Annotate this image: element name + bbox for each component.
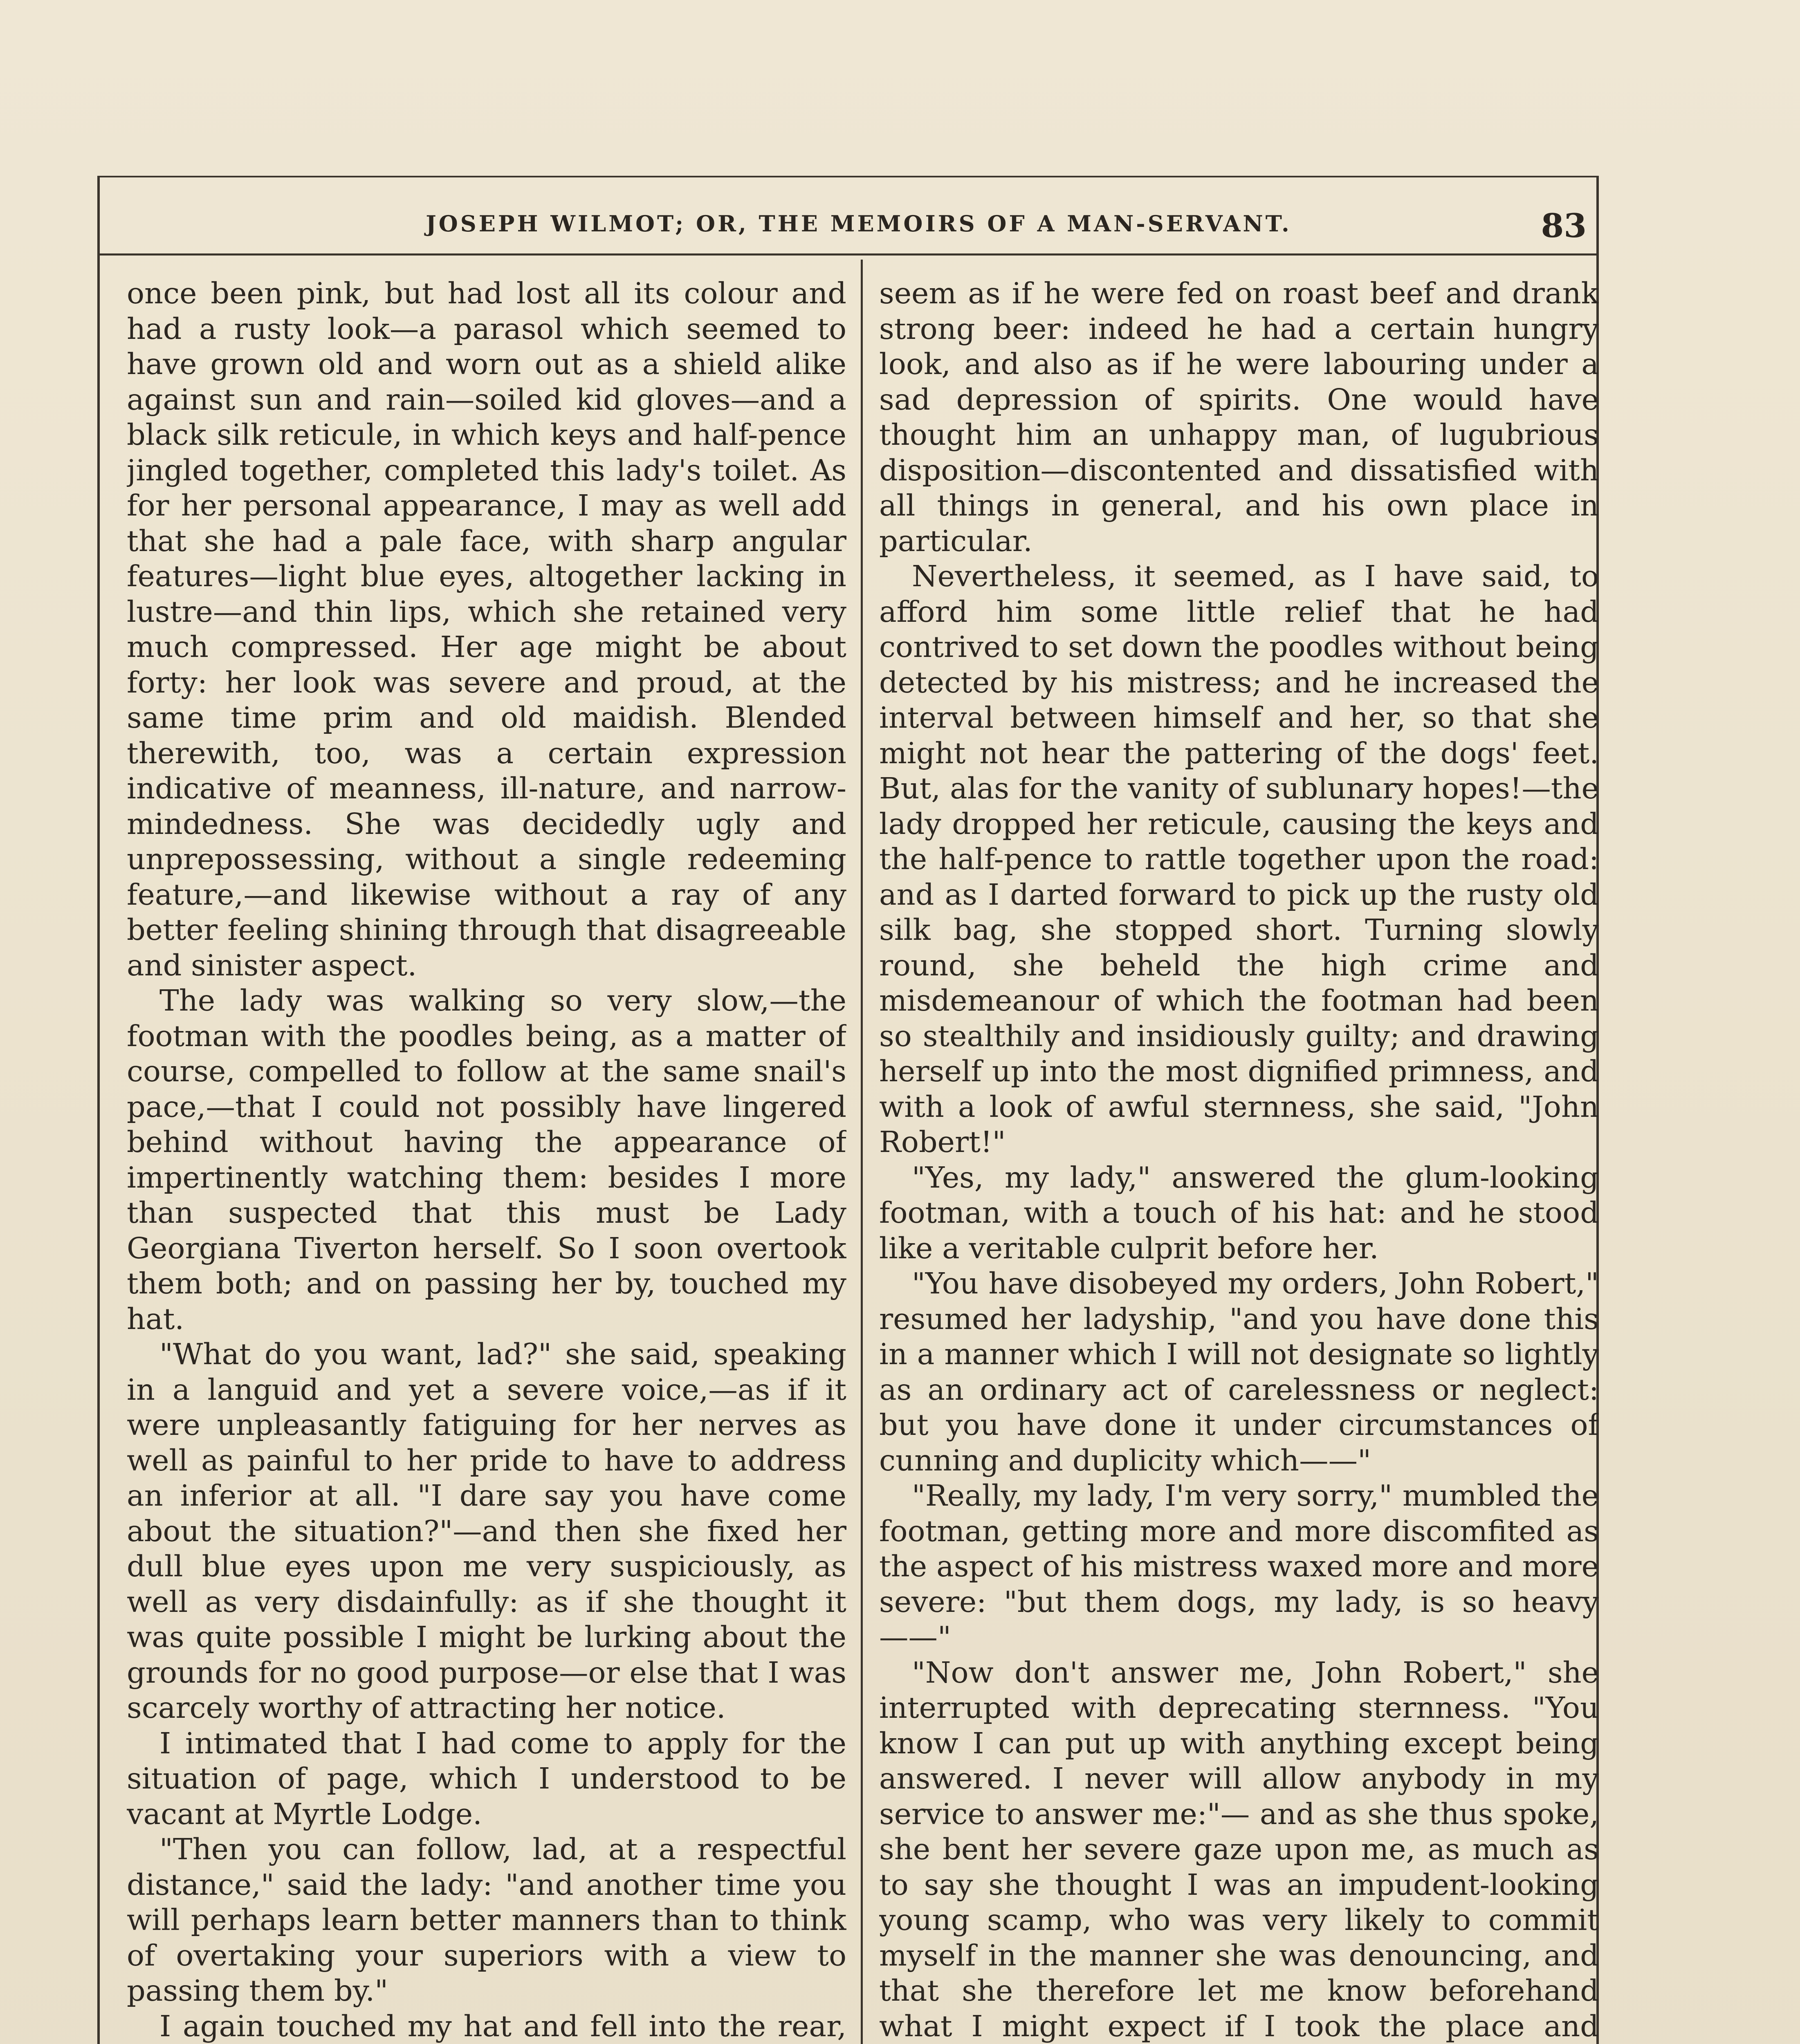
header-rule [97, 253, 1599, 256]
paragraph: I again touched my hat and fell into the rear, [159, 2009, 846, 2043]
page-header [123, 206, 1595, 243]
paragraph: once been pink, but had lost all its colour and had a rusty look—a parasol which seemed to have grown old and worn out as a shield alike against sun and rain—soiled kid gloves—and a black silk reticule, in which keys and half-pence jingled together, completed this lady's toilet. As for her personal appearance, I may as well add that she had a pale face, with sharp angular features—light blue eyes, altogether lacking in lustre—and thin lips, which she retained very much compressed. Her age might be about forty: her look was severe and proud, at the same time prim and old maidish. Blended therewith, too, was a certain expression indicative of meanness, ill-nature, and narrow-mindedness. She was decidedly ugly and unprepossessing, without a single redeeming feature,—and likewise without a ray of any better feeling shining through that disagreeable and sinister aspect. [127, 276, 846, 982]
column-divider [861, 260, 863, 2044]
paragraph: seem as if he were fed on roast beef and drank strong beer: indeed he had a certain hungry look, and also as if he were labouring under a sad depression of spirits. One would have thought him an unhappy man, of lugubrious disposition—discontented and dissatisfied with all things in general, and his own place in particular. [879, 276, 1599, 558]
paragraph: I intimated that I had come to apply for the situation of page, which I understood to be vacant at Myrtle Lodge. [127, 1726, 846, 1831]
paragraph: "Now don't answer me, John Robert," she interrupted with deprecating sternness. "You know I can put up with anything except being answered. I never will allow anybody in my service to answer me:"— and as she thus spoke, she bent her severe gaze upon me, as much as to say she thought I was an impudent-looking young scamp, who was very likely to commit myself in the manner she was denouncing, and that she therefore let me know beforehand what I might expect if I took the place and [879, 1655, 1599, 2043]
paragraph: "What do you want, lad?" she said, speaking in a languid and yet a severe voice,—as if it were unpleasantly fatiguing for her nerves as well as painful to her pride to have to address an inferior at all. "I dare say you have come about the situation?"—and then she fixed her dull blue eyes upon me very suspiciously, as well as very disdainfully: as if she thought it was quite possible I might be lurking about the grounds for no good purpose—or else that I was scarcely worthy of attracting her notice. [127, 1337, 846, 1725]
running-title: JOSEPH WILMOT; OR, THE MEMOIRS OF A MAN-SERVANT. [426, 211, 1292, 237]
paragraph: The lady was walking so very slow,—the footman with the poodles being, as a matter of course, compelled to follow at the same snail's pace,—that I could not possibly have lingered behind without having the appearance of impertinently watching them: besides I more than suspected that this must be Lady Georgiana Tiverton herself. So I soon overtook them both; and on passing her by, touched my hat. [127, 984, 846, 1336]
paragraph: "Yes, my lady," answered the glum-looking footman, with a touch of his hat: and he stood like a veritable culprit before her. [879, 1160, 1599, 1265]
page-number: 83 [1541, 206, 1587, 245]
paragraph: "Then you can follow, lad, at a respectful distance," said the lady: "and another time you will perhaps learn better manners than to think of overtaking your superiors with a view to passing them by." [127, 1832, 846, 2008]
paragraph: Nevertheless, it seemed, as I have said, to afford him some little relief that he had contrived to set down the poodles without being detected by his mistress; and he increased the interval between himself and her, so that she might not hear the pattering of the dogs' feet. But, alas for the vanity of sublunary hopes!—the lady dropped her reticule, causing the keys and the half-pence to rattle together upon the road: and as I darted forward to pick up the rusty old silk bag, she stopped short. Turning slowly round, she beheld the high crime and misdemeanour of which the footman had been so stealthily and insidiously guilty; and drawing herself up into the most dignified primness, and with a look of awful sternness, she said, "John Robert!" [879, 559, 1599, 1159]
paragraph: "You have disobeyed my orders, John Robert," resumed her ladyship, "and you have done this in a manner which I will not designate so lightly as an ordinary act of carelessness or neglect: but you have done it under circumstances of cunning and duplicity which——" [879, 1266, 1599, 1477]
right-column [879, 276, 1599, 2044]
paragraph: "Really, my lady, I'm very sorry," mumbled the footman, getting more and more discomfited as the aspect of his mistress waxed more and more severe: "but them dogs, my lady, is so heavy——" [879, 1479, 1599, 1654]
left-column [127, 276, 846, 2044]
